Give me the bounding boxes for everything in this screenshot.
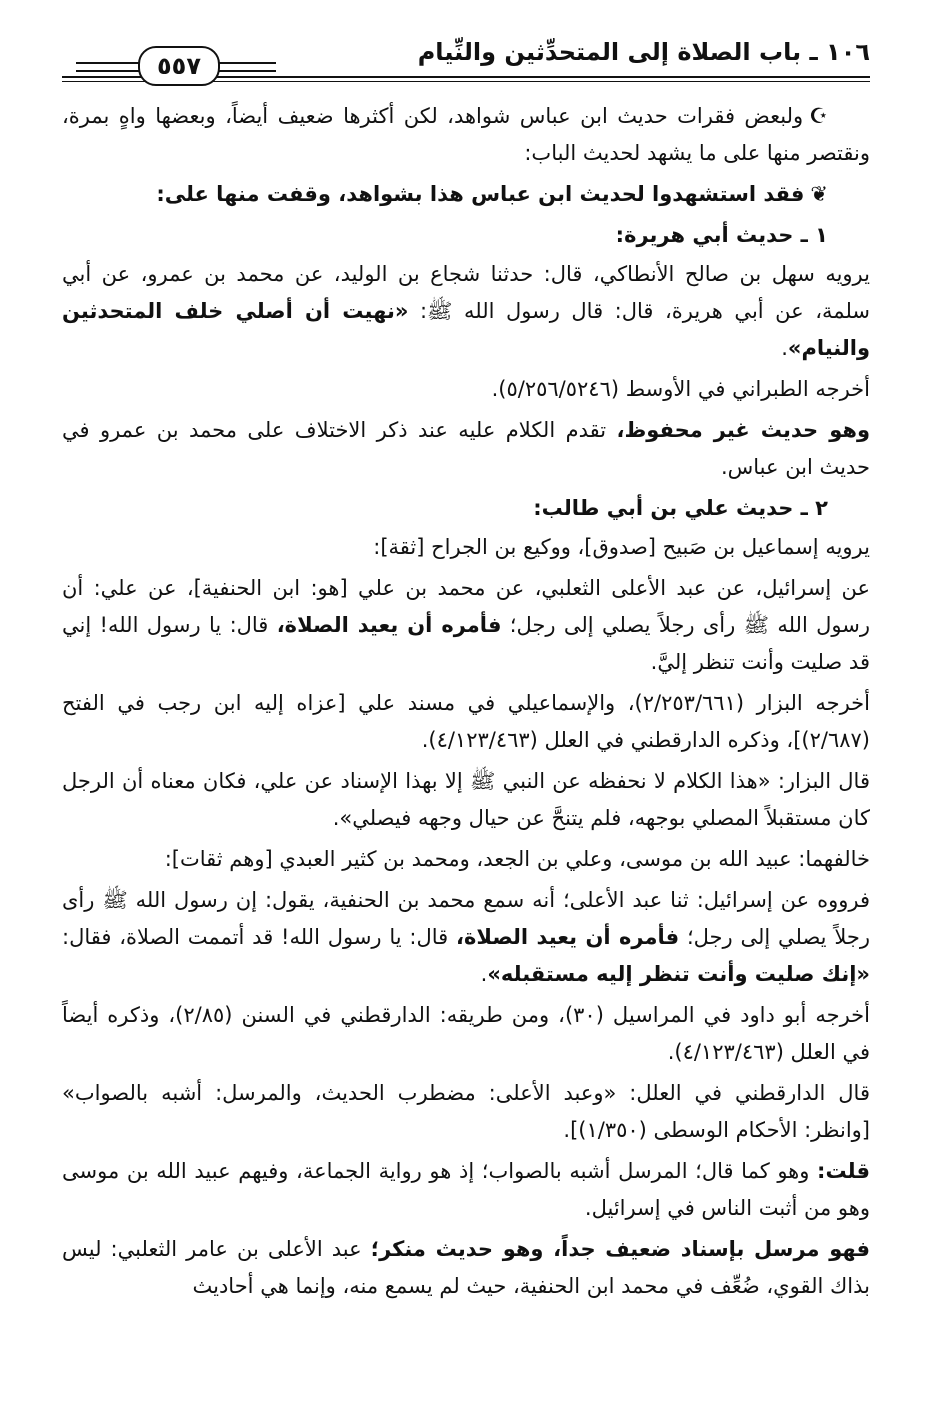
- paragraph: فهو مرسل بإسناد ضعيف جداً، وهو حديث منكر؛ عبد الأعلى بن عامر الثعلبي: ليس بذاك القوي، ضُعِّف في محمد ابن الحنفية، حيث لم يسمع منه، وإنما هي أحاديث: [62, 1237, 870, 1298]
- page-number: ٥٥٧: [157, 52, 201, 80]
- paragraph: ❦فقد استشهدوا لحديث ابن عباس هذا بشواهد، وقفت منها على:: [156, 182, 828, 206]
- paragraph: خالفهما: عبيد الله بن موسى، وعلي بن الجعد، ومحمد بن كثير العبدي [وهم ثقات]:: [164, 847, 870, 871]
- page-body: [62, 98, 870, 1305]
- paragraph: وهو حديث غير محفوظ، تقدم الكلام عليه عند ذكر الاختلاف على محمد بن عمرو في حديث ابن عباس.: [62, 418, 871, 479]
- paragraph: يرويه إسماعيل بن صَبيح [صدوق]، ووكيع بن الجراح [ثقة]:: [373, 535, 870, 559]
- paragraph: قال الدارقطني في العلل: «وعبد الأعلى: مضطرب الحديث، والمرسل: أشبه بالصواب» [وانظر: الأحكام الوسطى (١/٣٥٠)].: [62, 1081, 870, 1142]
- page-number-ornament: [76, 46, 276, 86]
- hadith-text: «نهيت أن أصلي خلف المتحدثين والنيام»: [62, 299, 870, 360]
- hadith-text: «إنك صليت وأنت تنظر إليه مستقبله»: [487, 962, 870, 986]
- paragraph: قلت: وهو كما قال؛ المرسل أشبه بالصواب؛ إذ هو رواية الجماعة، وفيهم عبيد الله بن موسى وهو من أثبت الناس في إسرائيل.: [62, 1159, 870, 1220]
- page-number-badge: [138, 46, 220, 86]
- leaf-icon: ❦: [810, 182, 828, 206]
- chapter-title: ١٠٦ ـ باب الصلاة إلى المتحدِّثين والنِّيام: [417, 38, 870, 66]
- section-heading: ١ ـ حديث أبي هريرة:: [615, 223, 828, 247]
- page-header: [62, 30, 870, 98]
- ornament-c-icon: ☪: [809, 104, 828, 128]
- paragraph: عن إسرائيل، عن عبد الأعلى الثعلبي، عن محمد بن علي [هو: ابن الحنفية]، عن علي: أن رسول الله ﷺ رأى رجلاً يصلي إلى رجل؛ فأمره أن يعيد الصلاة، قال: يا رسول الله! إني قد صليت وأنت تنظر إليَّ.: [62, 576, 870, 674]
- section-heading: ٢ ـ حديث علي بن أبي طالب:: [533, 496, 828, 520]
- paragraph: أخرجه أبو داود في المراسيل (٣٠)، ومن طريقه: الدارقطني في السنن (٢/٨٥)، وذكره أيضاً في العلل (٤/١٢٣/٤٦٣).: [62, 1003, 870, 1064]
- paragraph: أخرجه البزار (٢/٢٥٣/٦٦١)، والإسماعيلي في مسند علي [عزاه إليه ابن رجب في الفتح (٢/٦٨٧)]، وذكره الدارقطني في العلل (٤/١٢٣/٤٦٣).: [62, 691, 870, 752]
- paragraph: فرووه عن إسرائيل: ثنا عبد الأعلى؛ أنه سمع محمد بن الحنفية، يقول: إن رسول الله ﷺ رأى رجلاً يصلي إلى رجل؛ فأمره أن يعيد الصلاة، قال: يا رسول الله! قد أتممت الصلاة، فقال: «إنك صليت وأنت تنظر إليه مستقبله».: [62, 888, 870, 986]
- paragraph: ☪ولبعض فقرات حديث ابن عباس شواهد، لكن أكثرها ضعيف أيضاً، وبعضها واهٍ بمرة، ونقتصر منها على ما يشهد لحديث الباب:: [62, 104, 870, 165]
- paragraph: أخرجه الطبراني في الأوسط (٥/٢٥٦/٥٢٤٦).: [491, 377, 870, 401]
- paragraph: يرويه سهل بن صالح الأنطاكي، قال: حدثنا شجاع بن الوليد، عن محمد بن عمرو، عن أبي سلمة، عن أبي هريرة، قال: قال رسول الله ﷺ: «نهيت أن أصلي خلف المتحدثين والنيام».: [62, 262, 870, 360]
- book-page: [62, 30, 870, 1309]
- paragraph: قال البزار: «هذا الكلام لا نحفظه عن النبي ﷺ إلا بهذا الإسناد عن علي، فكان معناه أن الرجل كان مستقبلاً المصلي بوجهه، فلم يتنحَّ عن حيال وجهه فيصلي».: [62, 769, 870, 830]
